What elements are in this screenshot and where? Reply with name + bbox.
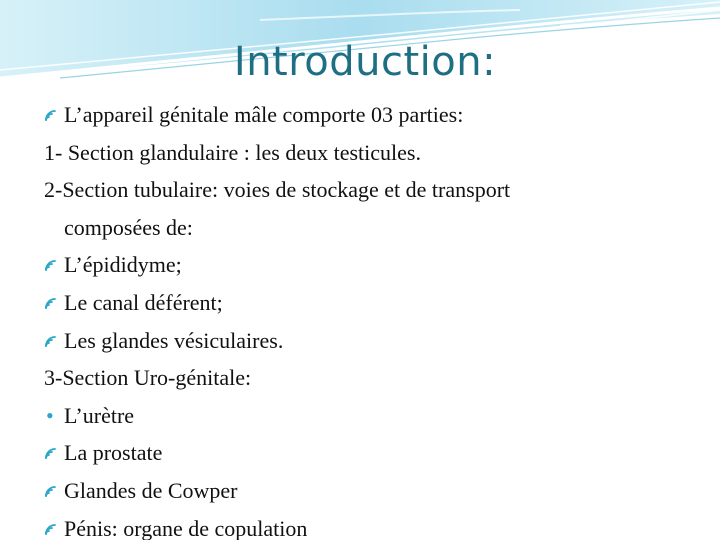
wifi-arc-bullet-icon — [44, 484, 62, 498]
wifi-arc-bullet-icon — [44, 522, 62, 536]
list-item-text: Le canal déférent; — [64, 289, 223, 315]
list-item — [44, 322, 684, 360]
list-item-text: Pénis: organe de copulation — [64, 515, 308, 540]
list-item — [44, 434, 684, 472]
wifi-arc-bullet-icon — [44, 296, 62, 310]
list-item-text: Glandes de Cowper — [64, 477, 238, 503]
list-item — [44, 171, 684, 209]
list-item-text: L’épididyme; — [64, 252, 182, 278]
list-item-text: 3-Section Uro-génitale: — [44, 365, 252, 391]
list-item — [44, 359, 684, 397]
list-item — [44, 209, 684, 247]
slide-title: Introduction: — [233, 39, 497, 85]
list-item — [44, 510, 684, 540]
round-dot-bullet-icon: • — [46, 402, 54, 428]
list-item-text: La prostate — [64, 440, 163, 466]
list-item — [44, 284, 684, 322]
list-item — [44, 397, 684, 435]
list-item-text: composées de: — [64, 214, 193, 240]
list-item-text: L’appareil génitale mâle comporte 03 parties: — [64, 102, 464, 127]
list-item-text: Les glandes vésiculaires. — [64, 327, 284, 353]
list-item — [44, 134, 684, 172]
wifi-arc-bullet-icon — [44, 334, 62, 348]
wifi-arc-bullet-icon — [44, 258, 62, 272]
bullet-list — [44, 96, 684, 540]
list-item — [44, 246, 684, 284]
list-item-text: 1- Section glandulaire : les deux testicules. — [44, 139, 421, 165]
list-item-text: L’urètre — [64, 402, 135, 428]
list-item — [44, 472, 684, 510]
wifi-arc-bullet-icon — [44, 446, 62, 460]
wifi-arc-bullet-icon — [44, 108, 62, 122]
list-item-text: 2-Section tubulaire: voies de stockage et de transport — [44, 177, 511, 203]
list-item — [44, 96, 684, 134]
